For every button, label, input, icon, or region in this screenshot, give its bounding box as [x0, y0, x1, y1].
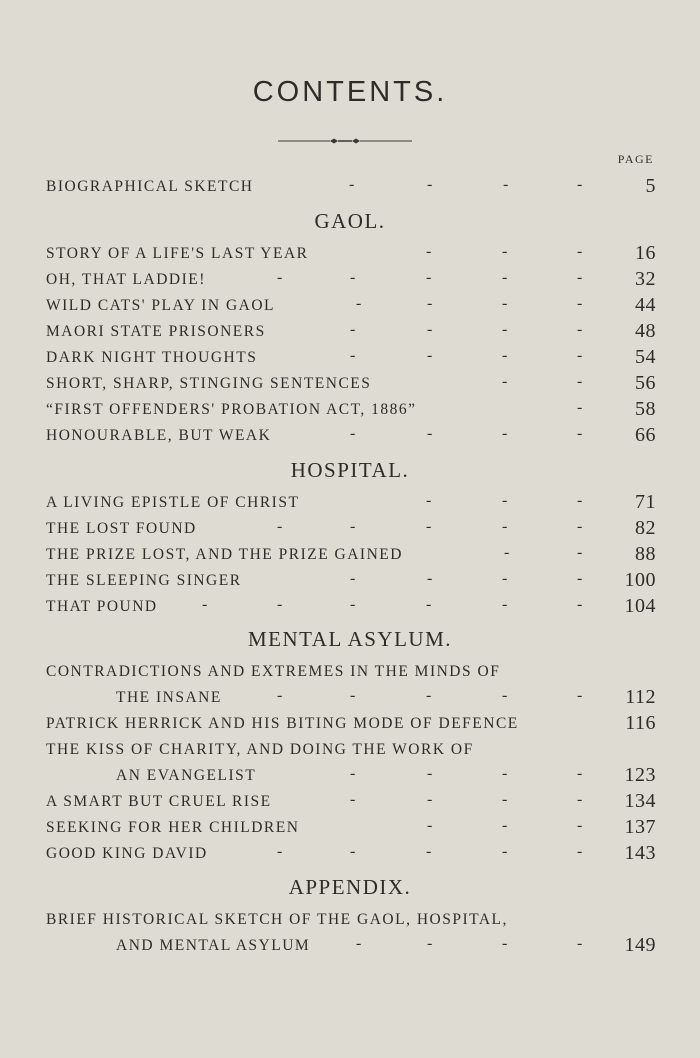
leader-dot: -: [427, 817, 434, 834]
toc-entry[interactable]: [46, 294, 658, 321]
section-heading-mental-asylum: MENTAL ASYLUM.: [247, 627, 453, 651]
leader-dot: -: [577, 817, 584, 834]
toc-entry[interactable]: [46, 372, 658, 399]
leader-dot: -: [502, 935, 509, 952]
entry-page: 54: [635, 346, 656, 368]
leader-dot: -: [577, 176, 584, 193]
leader-dot: -: [277, 687, 284, 704]
entry-page: 112: [625, 686, 656, 708]
leader-dot: -: [426, 596, 433, 613]
leader-dot: -: [427, 570, 434, 587]
entry-page: 5: [645, 175, 656, 197]
leader-dot: -: [349, 176, 356, 193]
page-title: CONTENTS.: [252, 76, 448, 108]
leader-dot: -: [577, 765, 584, 782]
leader-dot: -: [502, 687, 509, 704]
leader-dot: -: [350, 321, 357, 338]
leader-dot: -: [577, 843, 584, 860]
ornament-divider: [278, 134, 412, 148]
leader-dot: -: [426, 687, 433, 704]
toc-entry-continuation[interactable]: [46, 686, 658, 713]
leader-dot: -: [577, 399, 584, 416]
leader-dot: -: [577, 687, 584, 704]
entry-title: AND MENTAL ASYLUM: [116, 937, 311, 954]
leader-dot: -: [277, 596, 284, 613]
leader-dot: -: [427, 176, 434, 193]
entry-page: 116: [625, 712, 656, 734]
leader-dot: -: [427, 321, 434, 338]
leader-dot: -: [577, 373, 584, 390]
entry-title: THE PRIZE LOST, AND THE PRIZE GAINED: [46, 546, 403, 563]
toc-entry[interactable]: [46, 268, 658, 295]
entry-title: THE LOST FOUND: [46, 520, 197, 537]
leader-dot: -: [502, 843, 509, 860]
toc-entry[interactable]: [46, 543, 658, 570]
section-heading-hospital: HOSPITAL.: [290, 458, 410, 482]
leader-dot: -: [350, 791, 357, 808]
leader-dot: -: [356, 295, 363, 312]
entry-page: 58: [635, 398, 656, 420]
entry-title: SEEKING FOR HER CHILDREN: [46, 819, 300, 836]
toc-entry[interactable]: [46, 712, 658, 739]
leader-dot: -: [577, 321, 584, 338]
leader-dot: -: [427, 765, 434, 782]
toc-entry-biographical-sketch[interactable]: [46, 175, 658, 202]
entry-title: THE INSANE: [116, 689, 222, 706]
leader-dot: -: [577, 544, 584, 561]
leader-dot: -: [427, 425, 434, 442]
leader-dot: -: [577, 295, 584, 312]
toc-entry[interactable]: [46, 595, 658, 622]
entry-title: DARK NIGHT THOUGHTS: [46, 349, 258, 366]
entry-title: PATRICK HERRICK AND HIS BITING MODE OF DEFENCE: [46, 715, 519, 732]
toc-entry[interactable]: [46, 790, 658, 817]
entry-title: MAORI STATE PRISONERS: [46, 323, 266, 340]
leader-dot: -: [502, 321, 509, 338]
leader-dot: -: [277, 518, 284, 535]
toc-entry[interactable]: [46, 398, 658, 425]
leader-dot: -: [350, 347, 357, 364]
toc-entry[interactable]: [46, 741, 658, 765]
entry-page: 16: [635, 242, 656, 264]
leader-dot: -: [502, 347, 509, 364]
leader-dot: -: [427, 295, 434, 312]
leader-dot: -: [502, 373, 509, 390]
leader-dot: -: [577, 492, 584, 509]
leader-dot: -: [577, 269, 584, 286]
leader-dot: -: [577, 425, 584, 442]
entry-title: BIOGRAPHICAL SKETCH: [46, 178, 254, 195]
entry-page: 143: [624, 842, 656, 864]
entry-title: GOOD KING DAVID: [46, 845, 208, 862]
toc-entry[interactable]: [46, 346, 658, 373]
entry-page: 88: [635, 543, 656, 565]
leader-dot: -: [502, 570, 509, 587]
leader-dot: -: [502, 243, 509, 260]
leader-dot: -: [350, 518, 357, 535]
leader-dot: -: [350, 687, 357, 704]
entry-title: THAT POUND: [46, 598, 158, 615]
leader-dot: -: [427, 935, 434, 952]
leader-dot: -: [350, 596, 357, 613]
toc-entry[interactable]: [46, 569, 658, 596]
leader-dot: -: [427, 791, 434, 808]
leader-dot: -: [502, 596, 509, 613]
entry-title: A SMART BUT CRUEL RISE: [46, 793, 272, 810]
leader-dot: -: [577, 791, 584, 808]
entry-title: WILD CATS' PLAY IN GAOL: [46, 297, 276, 314]
entry-page: 123: [624, 764, 656, 786]
leader-dot: -: [503, 176, 510, 193]
leader-dot: -: [356, 935, 363, 952]
leader-dot: -: [350, 269, 357, 286]
leader-dot: -: [427, 347, 434, 364]
leader-dot: -: [502, 492, 509, 509]
leader-dot: -: [502, 425, 509, 442]
entry-page: 134: [624, 790, 656, 812]
leader-dot: -: [277, 843, 284, 860]
leader-dot: -: [426, 518, 433, 535]
leader-dot: -: [426, 492, 433, 509]
leader-dot: -: [426, 269, 433, 286]
section-heading-gaol: GAOL.: [314, 209, 386, 233]
leader-dot: -: [504, 544, 511, 561]
entry-page: 56: [635, 372, 656, 394]
toc-entry[interactable]: [46, 816, 658, 843]
page-column-label: PAGE: [617, 152, 654, 166]
toc-entry-continuation[interactable]: [46, 934, 658, 961]
entry-page: 100: [624, 569, 656, 591]
leader-dot: -: [577, 347, 584, 364]
entry-page: 71: [635, 491, 656, 513]
leader-dot: -: [350, 570, 357, 587]
leader-dot: -: [502, 791, 509, 808]
entry-title: STORY OF A LIFE'S LAST YEAR: [46, 245, 309, 262]
leader-dot: -: [350, 765, 357, 782]
entry-page: 32: [635, 268, 656, 290]
entry-page: 66: [635, 424, 656, 446]
entry-page: 149: [624, 934, 656, 956]
entry-title: SHORT, SHARP, STINGING SENTENCES: [46, 375, 372, 392]
leader-dot: -: [350, 843, 357, 860]
toc-entry[interactable]: [46, 242, 658, 269]
leader-dot: -: [502, 518, 509, 535]
leader-dot: -: [502, 295, 509, 312]
entry-title: CONTRADICTIONS AND EXTREMES IN THE MINDS OF: [46, 663, 501, 680]
entry-title: OH, THAT LADDIE!: [46, 271, 206, 288]
leader-dot: -: [577, 570, 584, 587]
entry-page: 137: [624, 816, 656, 838]
entry-title: HONOURABLE, BUT WEAK: [46, 427, 272, 444]
entry-page: 82: [635, 517, 656, 539]
entry-title: AN EVANGELIST: [116, 767, 257, 784]
leader-dot: -: [502, 817, 509, 834]
section-heading-appendix: APPENDIX.: [288, 875, 412, 899]
entry-title: THE KISS OF CHARITY, AND DOING THE WORK OF: [46, 741, 474, 758]
leader-dot: -: [577, 596, 584, 613]
toc-entry[interactable]: [46, 424, 658, 451]
entry-title: THE SLEEPING SINGER: [46, 572, 242, 589]
entry-page: 104: [624, 595, 656, 617]
entry-title: “FIRST OFFENDERS' PROBATION ACT, 1886”: [46, 401, 417, 418]
leader-dot: -: [202, 596, 209, 613]
leader-dot: -: [502, 269, 509, 286]
entry-page: 44: [635, 294, 656, 316]
leader-dot: -: [577, 518, 584, 535]
toc-entry[interactable]: [46, 911, 658, 935]
toc-entry-continuation[interactable]: [46, 764, 658, 791]
entry-page: 48: [635, 320, 656, 342]
toc-entry[interactable]: [46, 663, 658, 687]
toc-entry[interactable]: [46, 842, 658, 869]
leader-dot: -: [502, 765, 509, 782]
leader-dot: -: [577, 935, 584, 952]
toc-entry[interactable]: [46, 491, 658, 518]
leader-dot: -: [426, 243, 433, 260]
leader-dot: -: [577, 243, 584, 260]
entry-title: BRIEF HISTORICAL SKETCH OF THE GAOL, HOSPITAL,: [46, 911, 508, 928]
toc-entry[interactable]: [46, 517, 658, 544]
leader-dot: -: [426, 843, 433, 860]
leader-dot: -: [350, 425, 357, 442]
entry-title: A LIVING EPISTLE OF CHRIST: [46, 494, 300, 511]
toc-entry[interactable]: [46, 320, 658, 347]
leader-dot: -: [277, 269, 284, 286]
